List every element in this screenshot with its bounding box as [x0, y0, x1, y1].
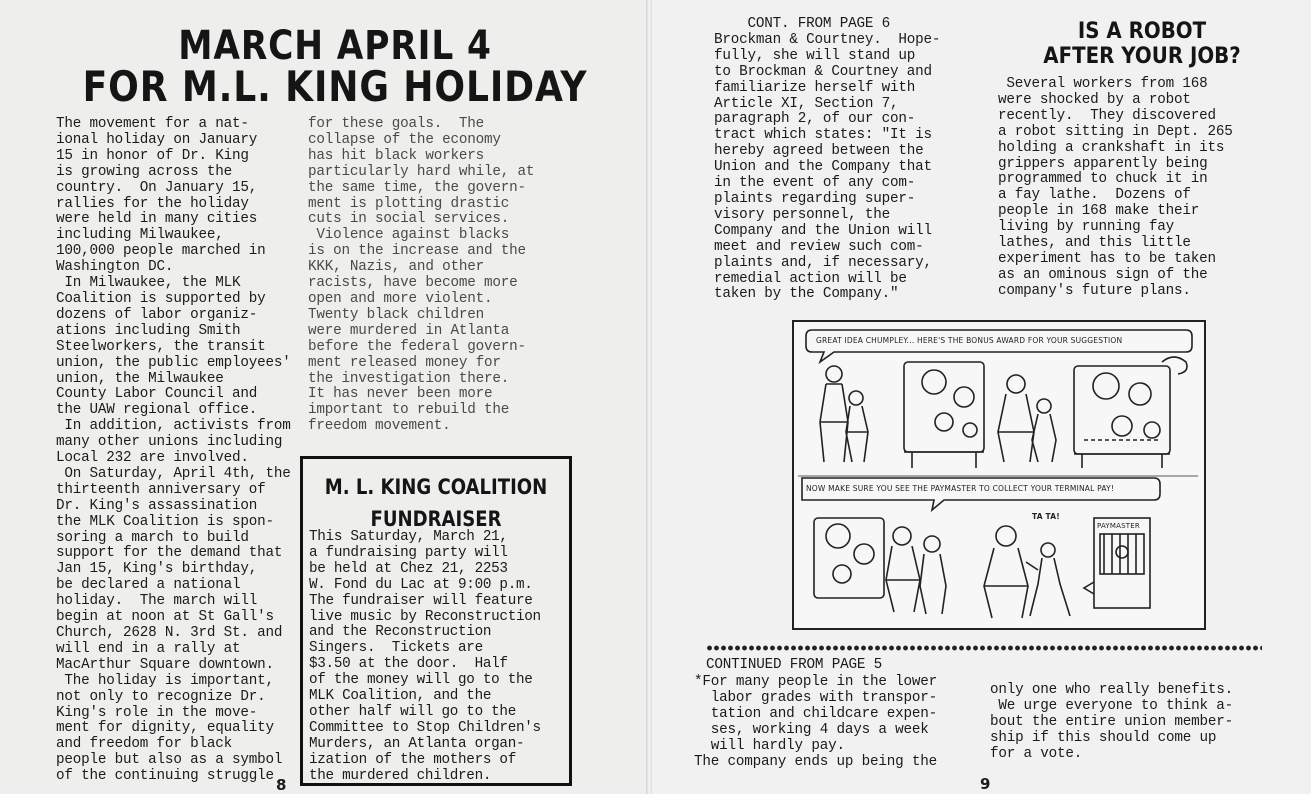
right-page — [652, 0, 1311, 794]
cartoon-caption-top: GREAT IDEA CHUMPLEY... HERE'S THE BONUS AWARD FOR YOUR SUGGESTION — [816, 336, 1123, 345]
headline-line-1: MARCH APRIL 4 — [178, 23, 492, 69]
continued-article-column: CONT. FROM PAGE 6 Brockman & Courtney. Hope- fully, she will stand up to Brockman & Courtney and familiarize herself with Article XI, Section 7, paragraph 2, of our con- tract which states: "It is hereby agreed between the Union and the Company that in the event of any com- plaints regarding super- visory personnel, the Company and the Union will meet and review such com- plaints and, if necessary, remedial action will be taken by the Company." — [714, 16, 941, 303]
dotted-divider — [706, 645, 1262, 651]
article-column-1: The movement for a nat- ional holiday on January 15 in honor of Dr. King is growing across the country. On January 15, rallies for the holiday were held in many cities including Milwaukee, 100,000 people marched in Washington DC. In Milwaukee, the MLK Coalition is supported by dozens of labor organiz- ations including Smith Steelworkers, the transit union, the public employees' union, the Milwaukee County Labor Council and the UAW regional office. In addition, activists from many other unions including Local 232 are involved. On Saturday, April 4th, the thirteenth anniversary of Dr. King's assassination the MLK Coalition is spon- soring a march to build support for the demand that Jan 15, King's birthday, be declared a national holiday. The march will begin at noon at St Gall's Church, 2628 N. 3rd St. and will end in a rally at MacArthur Square downtown. The holiday is important, not only to recognize Dr. King's role in the move- ment for dignity, equality and freedom for black people but also as a symbol of the continuing struggle — [56, 116, 291, 785]
article-column-2: for these goals. The collapse of the economy has hit black workers particularly hard while, at the same time, the govern- ment is plotting drastic cuts in social services. Violence against blacks is on the increase and the KKK, Nazis, and other racists, have become more open and more violent. Twenty black children were murdered in Atlanta before the federal govern- ment released money for the investigation there. It has never been more important to rebuild the freedom movement. — [308, 116, 535, 435]
page-number-right: 9 — [980, 775, 991, 793]
robot-article-body: Several workers from 168 were shocked by a robot recently. They discovered a robot sitting in Dept. 265 holding a crankshaft in its grippers apparently being programmed to chuck it in a fay lathe. Dozens of people in 168 make their living by running fay lathes, and this little experiment has to be taken as an ominous sign of the company's future plans. — [998, 76, 1233, 299]
cartoon-caption-middle: NOW MAKE SURE YOU SEE THE PAYMASTER TO COLLECT YOUR TERMINAL PAY! — [806, 484, 1115, 493]
bottom-column-1: *For many people in the lower labor grades with transpor- tation and childcare expen- ses, working 4 days a week will hardly pay. The company ends up being the — [694, 674, 938, 770]
page-number-left: 8 — [276, 776, 287, 794]
continued-label: CONTINUED FROM PAGE 5 — [706, 657, 882, 673]
cartoon-illustration — [792, 320, 1206, 630]
fundraiser-title-line-2: FUNDRAISER — [370, 507, 502, 531]
cartoon-drawing — [794, 322, 1204, 628]
fundraiser-body: This Saturday, March 21, a fundraising party will be held at Chez 21, 2253 W. Fond du Lac at 9:00 p.m. The fundraiser will feature live music by Reconstruction and the Reconstruction Singers. Tickets are $3.50 at the door. Half of the money will go to the MLK Coalition, and the other half will go to the Committee to Stop Children's Murders, an Atlanta organ- ization of the mothers of the murdered children. — [309, 529, 541, 784]
cartoon-speech: TA TA! — [1032, 512, 1060, 521]
headline-line-2: FOR M.L. KING HOLIDAY — [82, 62, 588, 111]
paymaster-sign: PAYMASTER — [1097, 522, 1140, 530]
left-page — [0, 0, 648, 794]
fundraiser-title-line-1: M. L. KING COALITION — [324, 475, 548, 499]
fundraiser-box — [300, 456, 572, 786]
robot-title-line-2: AFTER YOUR JOB? — [1043, 44, 1241, 69]
bottom-column-2: only one who really benefits. We urge everyone to think a- bout the entire union member- ship if this should come up for a vote. — [990, 682, 1234, 762]
robot-title-line-1: IS A ROBOT — [1077, 19, 1207, 44]
